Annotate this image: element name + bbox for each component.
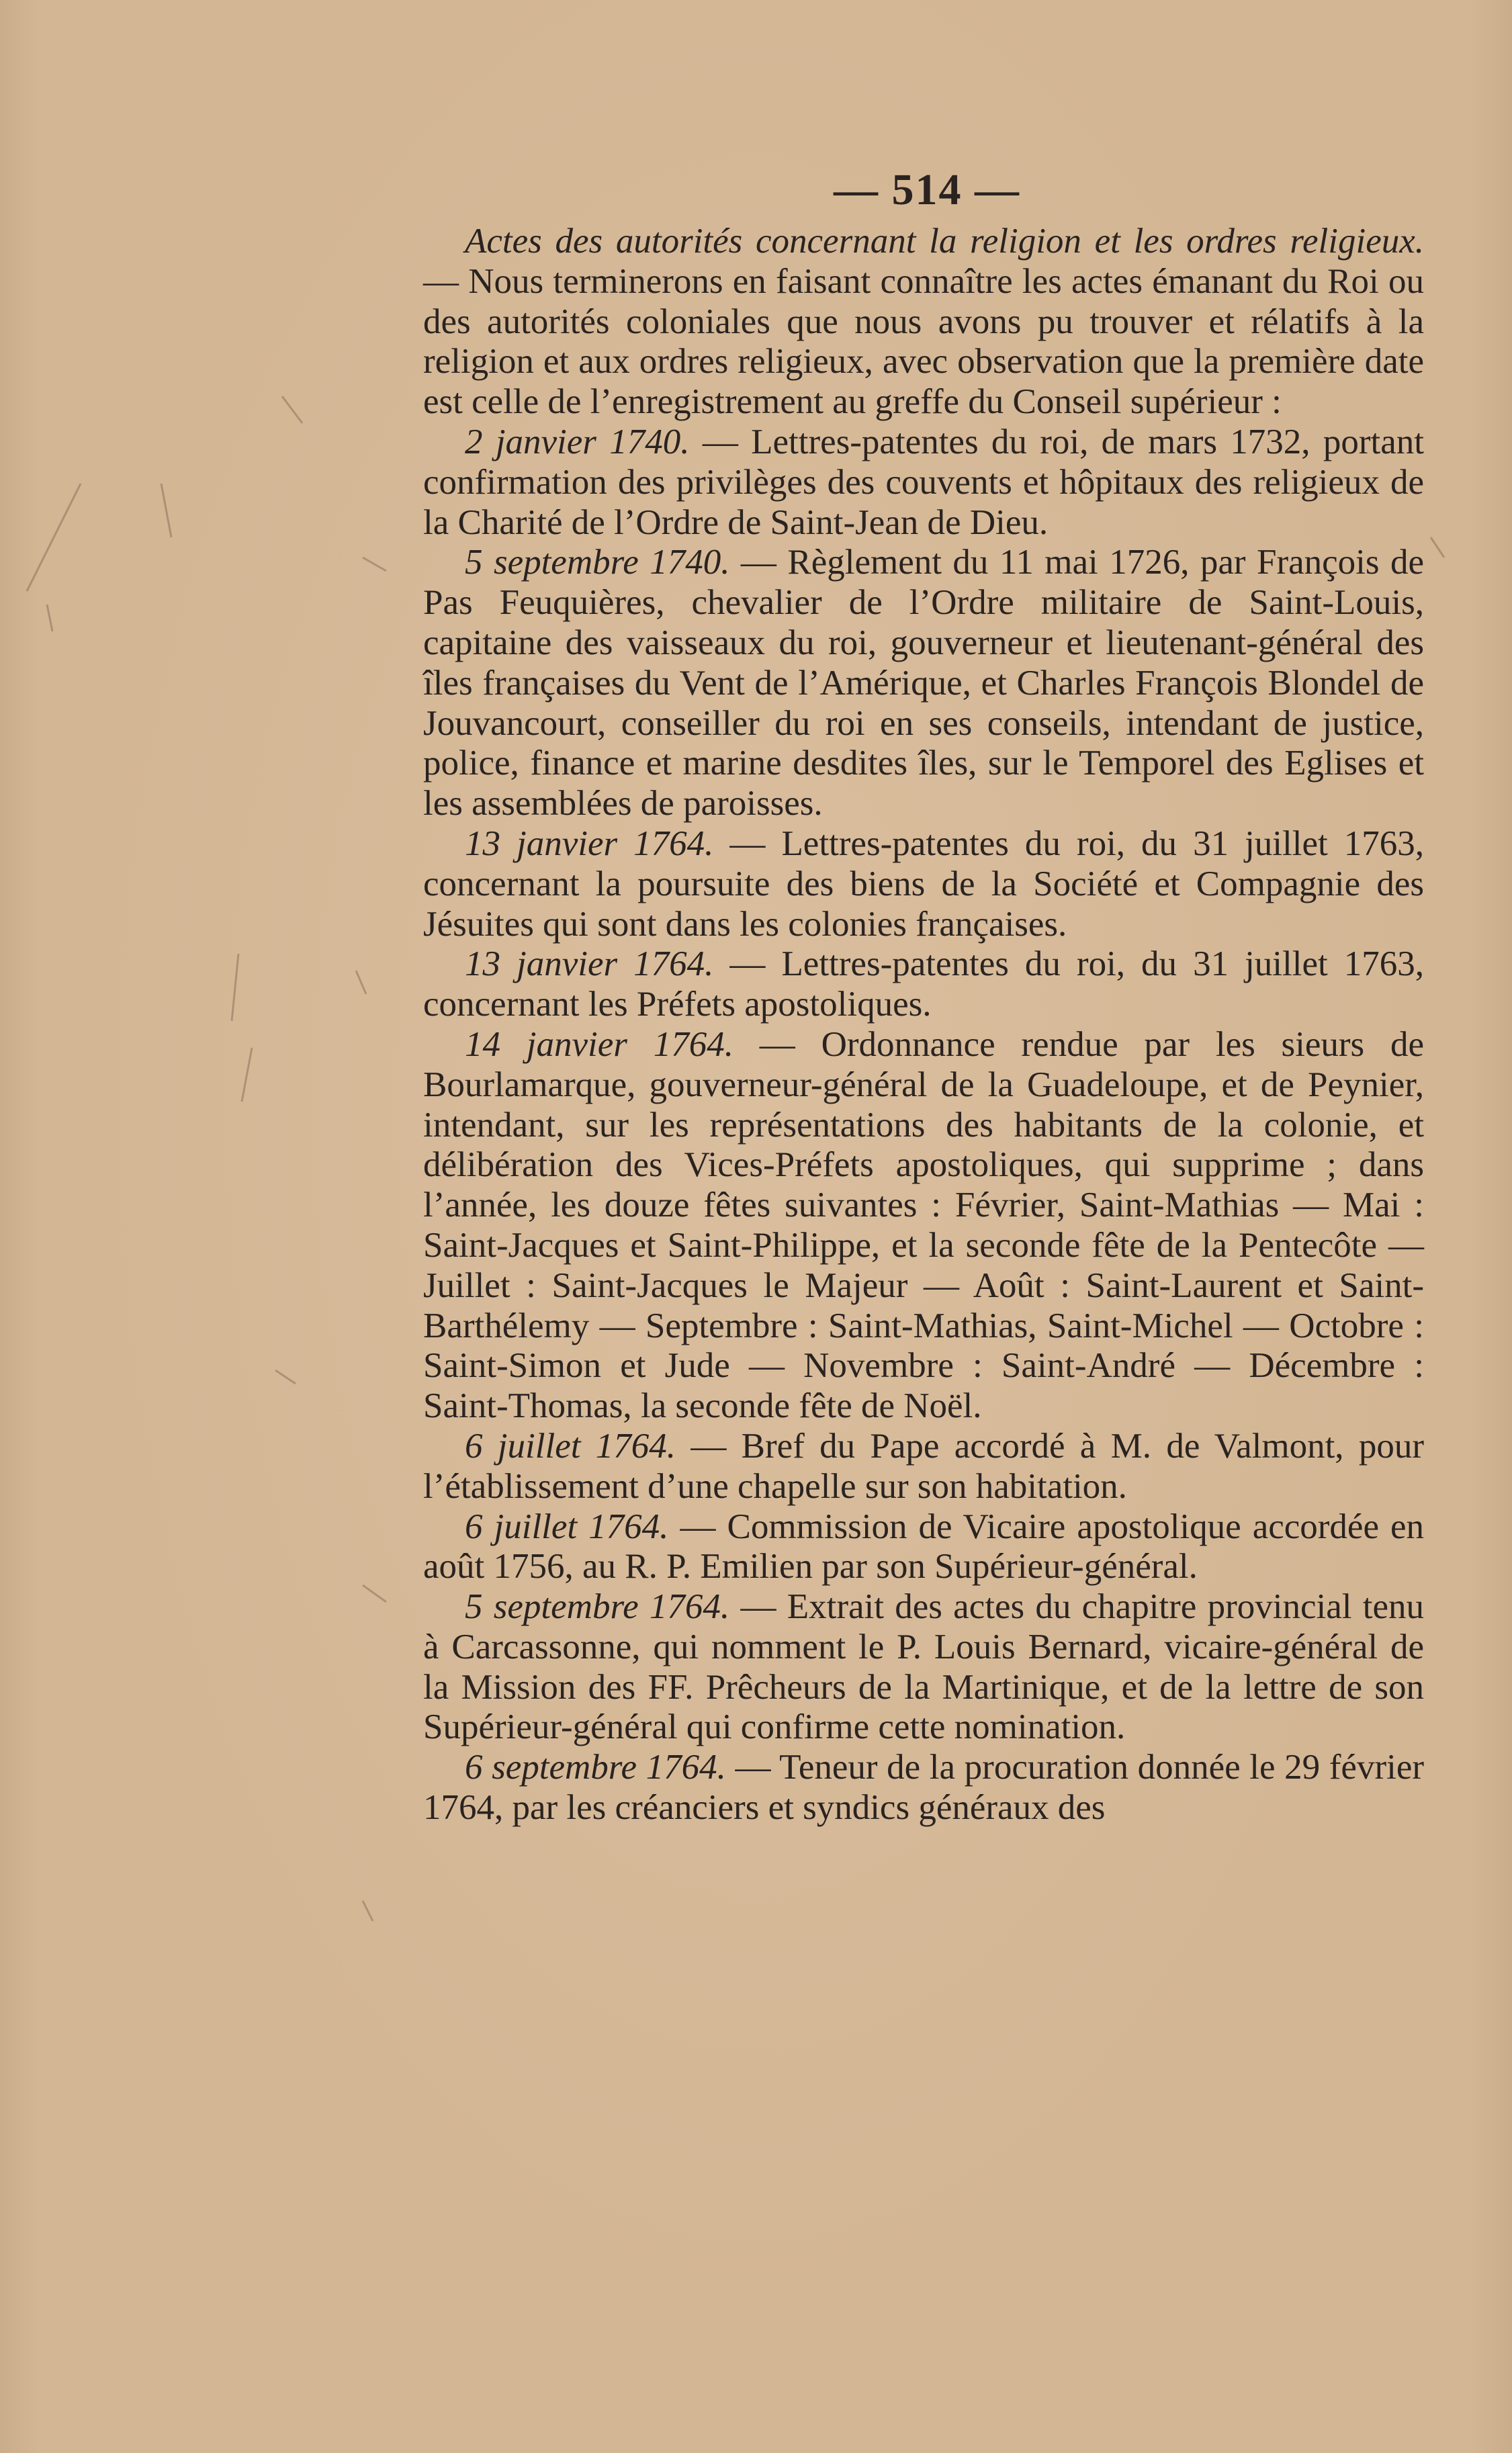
entry-text: Commission de Vicaire apostolique accordée en août 1756, au R. P. Emilien par son Supérieur-général. — [423, 1507, 1425, 1587]
entry-separator: — — [668, 1507, 727, 1546]
entry-date: 5 septembre 1764. — [465, 1587, 730, 1627]
pencil-stroke — [363, 1901, 373, 1921]
entry-text: Bref du Pape accordé à M. de Valmont, pour l’établissement d’une chapelle sur son habitation. — [423, 1426, 1424, 1506]
pencil-stroke — [363, 558, 386, 571]
entry-date: 13 janvier 1764. — [465, 823, 714, 863]
entry-1740-09-05 — [423, 543, 1424, 824]
pencil-stroke — [363, 1585, 386, 1602]
entry-1764-01-13-a — [423, 824, 1424, 944]
entry-text: Extrait des actes du chapitre provincial tenu à Carcassonne, qui nomment le P. Louis Bernard, vicaire-général de la Mission des FF. Prêcheurs de la Martinique, et de la lettre de son Supérieur-général qui confirme cette nomination. — [423, 1587, 1425, 1747]
entry-text: Ordonnance rendue par les sieurs de Bourlamarque, gouverneur-général de la Guadeloupe, et de Peynier, intendant, sur les représentations des habitants de la colonie, et délibération des Vices-Préfets apostoliques, qui supprime ; dans l’année, les douze fêtes suivantes : Février, Saint-Mathias — Mai : Saint-Jacques et Saint-Philippe, et la seconde fête de la Pentecôte — Juillet : Saint-Jacques le Majeur — Août : Saint-Laurent et Saint-Barthélemy — Septembre : Saint-Mathias, Saint-Michel — Octobre : Saint-Simon et Jude — Novembre : Saint-André — Décembre : Saint-Thomas, la seconde fête de Noël. — [423, 1024, 1425, 1426]
entry-date: 6 septembre 1764. — [465, 1748, 726, 1787]
document-body — [423, 222, 1424, 1828]
entry-separator: — — [713, 944, 782, 984]
entry-text: Lettres-patentes du roi, de mars 1732, portant confirmation des privilèges des couvents et hôpitaux des religieux de la Charité de l’Ordre de Saint-Jean de Dieu. — [423, 422, 1424, 542]
entry-text: Règlement du 11 mai 1726, par François de Pas Feuquières, chevalier de l’Ordre militaire de Saint-Louis, capitaine des vaisseaux du roi, gouverneur et lieutenant-général des îles françaises du Vent de l’Amérique, et Charles François Blondel de Jouvancourt, conseiller du roi en ses conseils, intendant de justice, police, finance et marine desdites îles, sur le Temporel des Eglises et les assemblées de paroisses. — [423, 543, 1424, 823]
pencil-stroke — [47, 605, 52, 631]
entry-intro — [423, 222, 1424, 422]
pencil-stroke — [1431, 537, 1444, 558]
entry-text: Lettres-patentes du roi, du 31 juillet 1763, concernant la poursuite des biens de la Société et Compagnie des Jésuites qui sont dans les colonies françaises. — [423, 823, 1424, 944]
entry-1764-01-14 — [423, 1025, 1424, 1427]
entry-separator: — — [733, 1024, 821, 1064]
entry-heading: Actes des autorités concernant la religion et les ordres religieux. — [465, 222, 1424, 261]
entry-separator: — — [729, 1587, 787, 1627]
entry-separator: — — [689, 422, 752, 461]
pencil-stroke — [356, 971, 366, 994]
entry-separator: — — [729, 543, 788, 582]
pencil-stroke — [27, 484, 81, 591]
entry-text: Teneur de la procuration donnée le 29 février 1764, par les créanciers et syndics généraux des — [423, 1748, 1424, 1828]
entry-1740-01-02 — [423, 422, 1424, 543]
pencil-stroke — [242, 1048, 252, 1102]
entry-separator: — — [423, 261, 469, 301]
entry-date: 5 septembre 1740. — [465, 543, 730, 582]
entry-text: Lettres-patentes du roi, du 31 juillet 1763, concernant les Préfets apostoliques. — [423, 944, 1424, 1024]
page-number: — 514 — — [834, 165, 1020, 214]
entry-date: 13 janvier 1764. — [465, 944, 714, 984]
pencil-stroke — [161, 484, 171, 537]
entry-1764-07-06-b — [423, 1507, 1424, 1588]
entry-separator: — — [713, 823, 782, 863]
entry-separator: — — [725, 1748, 780, 1787]
pencil-stroke — [282, 396, 302, 423]
entry-date: 14 janvier 1764. — [465, 1024, 733, 1064]
entry-date: 6 juillet 1764. — [465, 1507, 669, 1546]
entry-text: Nous terminerons en faisant connaître les actes émanant du Roi ou des autorités coloniales que nous avons pu trouver et rélatifs à la religion et aux ordres religieux, avec observation que la première date est celle de l’enregistrement au greffe du Conseil supérieur : — [423, 261, 1424, 422]
entry-1764-07-06-a — [423, 1427, 1424, 1507]
entry-1764-09-05 — [423, 1587, 1424, 1748]
pencil-stroke — [232, 954, 238, 1021]
entry-1764-09-06 — [423, 1748, 1424, 1828]
entry-date: 6 juillet 1764. — [465, 1426, 676, 1466]
pencil-stroke — [275, 1370, 296, 1384]
entry-1764-01-13-b — [423, 944, 1424, 1025]
entry-separator: — — [676, 1426, 742, 1466]
entry-date: 2 janvier 1740. — [465, 422, 690, 461]
